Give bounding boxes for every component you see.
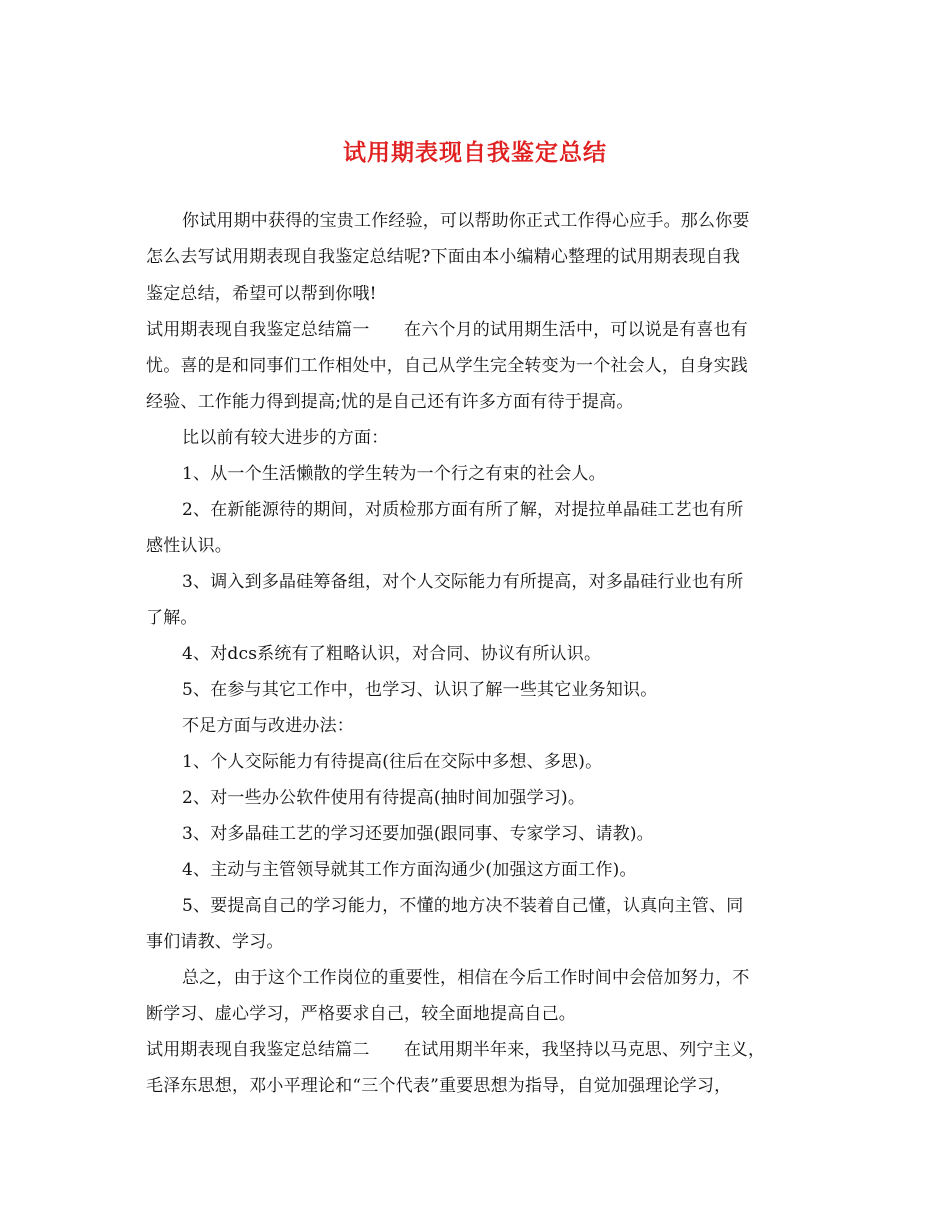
paragraph-line: 鉴定总结，希望可以帮到你哦! — [146, 284, 377, 304]
list-item-continuation: 事们请教、学习。 — [146, 932, 284, 952]
paragraph-line: 忧。喜的是和同事们工作相处中，自己从学生完全转变为一个社会人，自身实践 — [146, 356, 748, 376]
list-item: 1、从一个生活懒散的学生转为一个行之有束的社会人。 — [182, 464, 606, 484]
paragraph-line: 总之，由于这个工作岗位的重要性，相信在今后工作时间中会倍加努力，不 — [182, 968, 750, 988]
paragraph-line: 比以前有较大进步的方面： — [182, 428, 389, 448]
list-item: 4、对dcs系统有了粗略认识，对合同、协议有所认识。 — [182, 644, 602, 664]
list-item: 2、对一些办公软件使用有待提高(抽时间加强学习)。 — [182, 788, 586, 808]
paragraph-line: 经验、工作能力得到提高;忧的是自己还有许多方面有待于提高。 — [146, 392, 634, 412]
list-item: 3、调入到多晶硅筹备组，对个人交际能力有所提高，对多晶硅行业也有所 — [182, 572, 744, 592]
list-item: 1、个人交际能力有待提高(往后在交际中多想、多思)。 — [182, 752, 603, 772]
paragraph-line: 不足方面与改进办法： — [182, 716, 354, 736]
list-item: 5、在参与其它工作中，也学习、认识了解一些其它业务知识。 — [182, 680, 658, 700]
paragraph-line: 怎么去写试用期表现自我鉴定总结呢?下面由本小编精心整理的试用期表现自我 — [146, 247, 741, 267]
list-item: 3、对多晶硅工艺的学习还要加强(跟同事、专家学习、请教)。 — [182, 824, 654, 844]
document-title: 试用期表现自我鉴定总结 — [343, 140, 607, 166]
list-item: 5、要提高自己的学习能力，不懂的地方决不装着自己懂，认真向主管、同 — [182, 896, 744, 916]
paragraph-line: 毛泽东思想，邓小平理论和“三个代表”重要思想为指导，自觉加强理论学习， — [146, 1076, 732, 1096]
list-item-continuation: 感性认识。 — [146, 536, 232, 556]
section-heading-line: 试用期表现自我鉴定总结篇二 在试用期半年来，我坚持以马克思、列宁主义， — [146, 1040, 766, 1060]
section-heading-line: 试用期表现自我鉴定总结篇一 在六个月的试用期生活中，可以说是有喜也有 — [146, 320, 748, 340]
list-item-continuation: 了解。 — [146, 608, 198, 628]
list-item: 2、在新能源待的期间，对质检那方面有所了解，对提拉单晶硅工艺也有所 — [182, 500, 744, 520]
list-item: 4、主动与主管领导就其工作方面沟通少(加强这方面工作)。 — [182, 860, 637, 880]
paragraph-line: 你试用期中获得的宝贵工作经验，可以帮助你正式工作得心应手。那么你要 — [182, 211, 750, 231]
paragraph-line: 断学习、虚心学习，严格要求自己，较全面地提高自己。 — [146, 1004, 576, 1024]
